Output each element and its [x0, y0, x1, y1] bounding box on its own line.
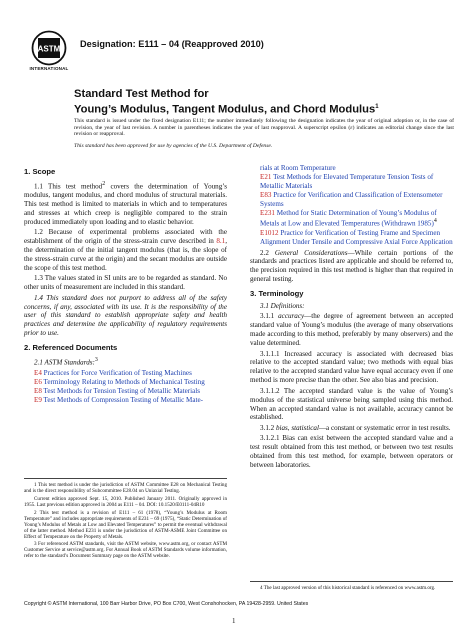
- ref-item-e21[interactable]: E21 Test Methods for Elevated Temperature Tension Tests of Metallic Materials: [260, 172, 434, 190]
- title-line-1: Standard Test Method for: [74, 88, 209, 100]
- para-2-1: 2.1 ASTM Standards:$^3$: [34, 357, 98, 367]
- designation: Designation: E111 – 04 (Reapproved 2010): [80, 39, 264, 49]
- ref-item-e9-cont[interactable]: rials at Room Temperature: [260, 164, 336, 172]
- left-column: [24, 162, 227, 404]
- right-column: [250, 164, 453, 471]
- footnote-2: 2 This test method is a revision of E111 – 61 (1978), “Young’s Modulus at Room Temperature” and includes appropriate requirements of E231 – 69 (1975), “Static Determination of Young’s Modulus of Metals at Low and Elevated Temperatures” to permit the eventual withdrawal of the latter method. Method E231 is under the jurisdiction of ASTM-ASME Joint Committee on Effect of Temperature on the Property of Metals.: [24, 509, 227, 540]
- ref-item-e1012[interactable]: E1012 Practice for Verification of Testing Frame and Specimen Alignment Under Tensile and Compressive Axial Force Application: [260, 228, 453, 246]
- para-1-3: 1.3 The values stated in SI units are to be regarded as standard. No other units of measurement are included in this standard.: [24, 274, 227, 292]
- ref-item-e6[interactable]: E6 Terminology Relating to Methods of Mechanical Testing: [34, 377, 205, 386]
- ref-item-e9[interactable]: E9 Test Methods of Compression Testing of Metallic Mate-: [34, 395, 203, 404]
- para-3-1-1: 3.1.1 accuracy—the degree of agreement between an accepted standard value of Young’s modulus (the average of many observations made according to this method, preferably by many observers) and the value determined.: [250, 312, 453, 348]
- para-3-1-1-2: 3.1.1.2 The accepted standard value is the value of Young’s modulus of the statistical universe being sampled using this method. When an accepted standard value is not available, accuracy cannot be established.: [250, 386, 453, 422]
- referenced-documents-heading: 2. Referenced Documents: [24, 343, 118, 353]
- copyright-line: Copyright © ASTM International, 100 Barr Harbor Drive, PO Box C700, West Conshohocken, PA 19428-2959. United States: [24, 601, 309, 607]
- ref-item-e8[interactable]: E8 Test Methods for Tension Testing of Metallic Materials: [34, 386, 200, 395]
- para-3-1: 3.1 Definitions:: [260, 302, 305, 311]
- footnote-right: [250, 581, 453, 591]
- astm-logo-icon: [31, 30, 67, 66]
- footnote-4: 4 The last approved version of this historical standard is referenced on www.astm.org.: [260, 585, 436, 591]
- footnote-1-edition: Current edition approved Sept. 15, 2010. Published January 2011. Originally approved in 1955. Last previous edition approved in 2004 as E111 – 04. DOI: 10.1520/E0111-04R10: [24, 495, 227, 508]
- title-line-2: Young’s Modulus, Tangent Modulus, and Chord Modulus$^1$: [74, 103, 379, 116]
- page-number: 1: [232, 617, 236, 625]
- footnotes-left: [24, 478, 227, 561]
- footnote-3: 3 For referenced ASTM standards, visit the ASTM website, www.astm.org, or contact ASTM Customer Service at service@astm.org. For Annual Book of ASTM Standards volume information, refer to the standard’s Document Summary page on the ASTM website.: [24, 541, 227, 560]
- para-1-4: 1.4 This standard does not purport to address all of the safety concerns, if any, associated with its use. It is the responsibility of the user of this standard to establish appropriate safety and health practices and determine the applicability of regulatory requirements prior to use.: [24, 293, 227, 338]
- footnote-1: 1 This test method is under the jurisdiction of ASTM Committee E28 on Mechanical Testing and is the direct responsibility of Subcommittee E28.04 on Uniaxial Testing.: [24, 482, 227, 494]
- svg-text:ASTM: ASTM: [37, 44, 61, 54]
- scope-heading: 1. Scope: [24, 167, 56, 176]
- para-2-2: 2.2 General Considerations—While certain portions of the standards and practices listed are applicable and should be referred to, the precision required in this test method is higher than that required in general testing.: [250, 248, 454, 284]
- astm-logo: [31, 30, 67, 66]
- para-3-1-1-1: 3.1.1.1 Increased accuracy is associated with decreased bias relative to the accepted standard value; two methods with equal bias relative to the accepted standard value have equal accuracy even if one method is more precise than the other. See also bias and precision.: [250, 349, 453, 385]
- standard-note: This standard is issued under the fixed designation E111; the number immediately following the designation indicates the year of original adoption or, in the case of revision, the year of last revision. A number in parentheses indicates the year of last reapproval. A superscript epsilon (ε) indicates an editorial change since the last revision or reapproval.: [74, 118, 454, 138]
- ref-item-e83[interactable]: E83 Practice for Verification and Classification of Extensometer Systems: [260, 190, 443, 208]
- para-3-1-2: 3.1.2 bias, statistical—a constant or systematic error in test results.: [260, 423, 451, 432]
- ref-item-e4[interactable]: E4 Practices for Force Verification of Testing Machines: [34, 368, 192, 377]
- logo-subtitle: INTERNATIONAL: [29, 66, 69, 71]
- document-title: [74, 88, 454, 116]
- section-link-8-1[interactable]: 8.1: [216, 237, 226, 246]
- para-3-1-2-1: 3.1.2.1 Bias can exist between the accepted standard value and a test result obtained from this test method, or between two test results obtained from this test method, for example, between operators or between laboratories.: [250, 434, 453, 469]
- para-1-2: 1.2 Because of experimental problems associated with the establishment of the origin of the stress-strain curve described in 8.1, the determination of the initial tangent modulus (that is, the slope of the stress-strain curve at the origin) and the secant modulus are outside the scope of this test method.: [24, 228, 227, 272]
- approval-note: This standard has been approved for use by agencies of the U.S. Department of Defense.: [74, 143, 273, 149]
- terminology-heading: 3. Terminology: [250, 289, 304, 299]
- para-1-1: 1.1 This test method$^2$ covers the determination of Young’s modulus, tangent modulus, and chord modulus of structural materials. This test method is limited to materials in which and to temperatures and stresses at which creep is negligible compared to the strain produced immediately upon loading and to elastic behavior.: [24, 180, 227, 226]
- ref-item-e231[interactable]: E231 Method for Static Determination of Young’s Modulus of Metals at Low and Elevated Temperatures (Withdrawn 1985)$^4$: [260, 208, 437, 228]
